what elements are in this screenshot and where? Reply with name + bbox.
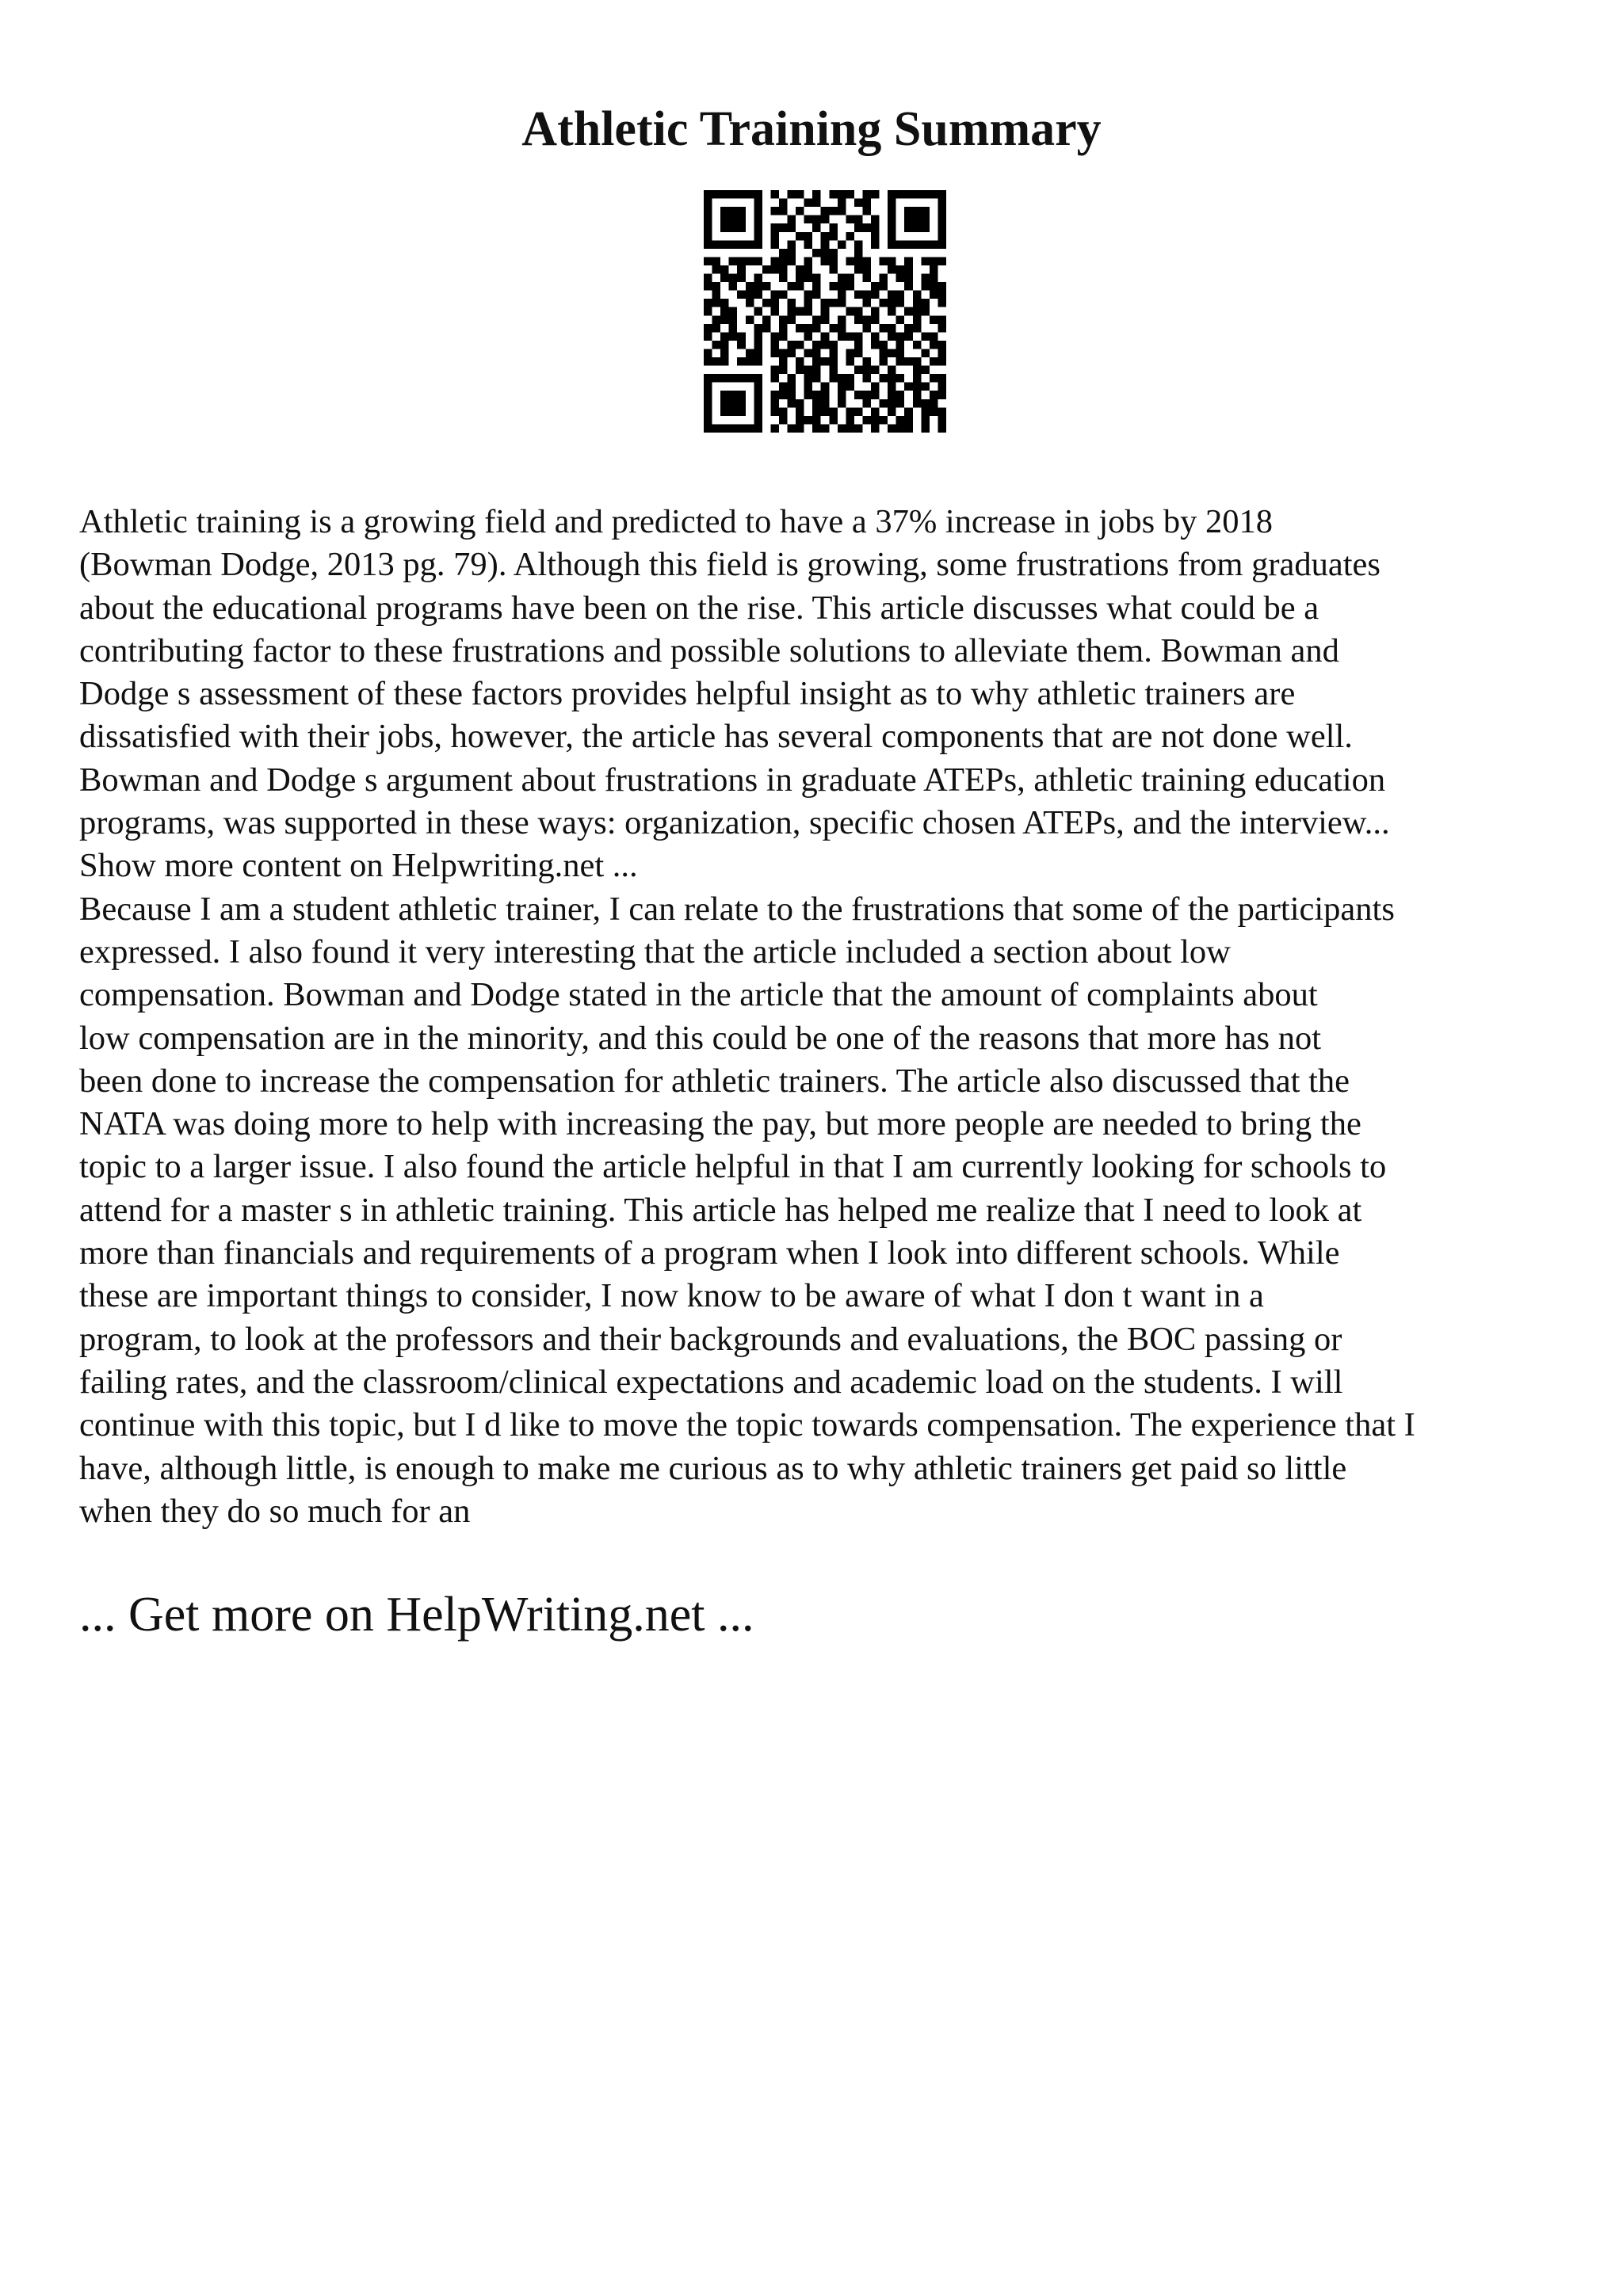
body-line: Because I am a student athletic trainer, I can relate to the frustrations that some of the participants	[79, 890, 1395, 928]
body-line: compensation. Bowman and Dodge stated in the article that the amount of complaints about	[79, 976, 1318, 1014]
body-line: continue with this topic, but I d like to move the topic towards compensation. The experience that I	[79, 1406, 1415, 1444]
body-line: Athletic training is a growing field and predicted to have a 37% increase in jobs by 2018	[79, 503, 1273, 540]
body-line: expressed. I also found it very interesting that the article included a section about low	[79, 933, 1231, 971]
body-line: attend for a master s in athletic training. This article has helped me realize that I need to look at	[79, 1191, 1362, 1229]
body-line: been done to increase the compensation for athletic trainers. The article also discussed that the	[79, 1062, 1350, 1100]
show-more-link[interactable]: Show more content on Helpwriting.net ...	[79, 847, 638, 885]
body-line: contributing factor to these frustrations and possible solutions to alleviate them. Bowman and	[79, 631, 1339, 669]
body-line: topic to a larger issue. I also found the article helpful in that I am currently looking for schools to	[79, 1148, 1387, 1186]
body-line: have, although little, is enough to make me curious as to why athletic trainers get paid so little	[79, 1449, 1347, 1487]
body-line: failing rates, and the classroom/clinical expectations and academic load on the students. I will	[79, 1363, 1343, 1401]
body-line: program, to look at the professors and their backgrounds and evaluations, the BOC passing or	[79, 1320, 1342, 1358]
body-line: programs, was supported in these ways: organization, specific chosen ATEPs, and the interview...	[79, 804, 1390, 842]
body-line: (Bowman Dodge, 2013 pg. 79). Although this field is growing, some frustrations from graduates	[79, 546, 1381, 584]
document-title: Athletic Training Summary	[521, 102, 1102, 156]
body-line: Dodge s assessment of these factors provides helpful insight as to why athletic trainers are	[79, 675, 1296, 713]
body-line: when they do so much for an	[79, 1492, 471, 1530]
body-line: dissatisfied with their jobs, however, the article has several components that are not done well.	[79, 718, 1353, 756]
qr-code-icon	[704, 190, 946, 433]
article-body	[79, 501, 1561, 1533]
body-line: NATA was doing more to help with increasing the pay, but more people are needed to bring the	[79, 1105, 1361, 1143]
get-more-link[interactable]: ... Get more on HelpWriting.net ...	[79, 1588, 754, 1642]
body-line: Bowman and Dodge s argument about frustrations in graduate ATEPs, athletic training education	[79, 761, 1386, 799]
body-line: about the educational programs have been on the rise. This article discusses what could be a	[79, 589, 1319, 627]
body-line: low compensation are in the minority, and this could be one of the reasons that more has not	[79, 1019, 1322, 1057]
body-line: these are important things to consider, I now know to be aware of what I don t want in a	[79, 1277, 1264, 1315]
body-line: more than financials and requirements of a program when I look into different schools. While	[79, 1234, 1340, 1272]
